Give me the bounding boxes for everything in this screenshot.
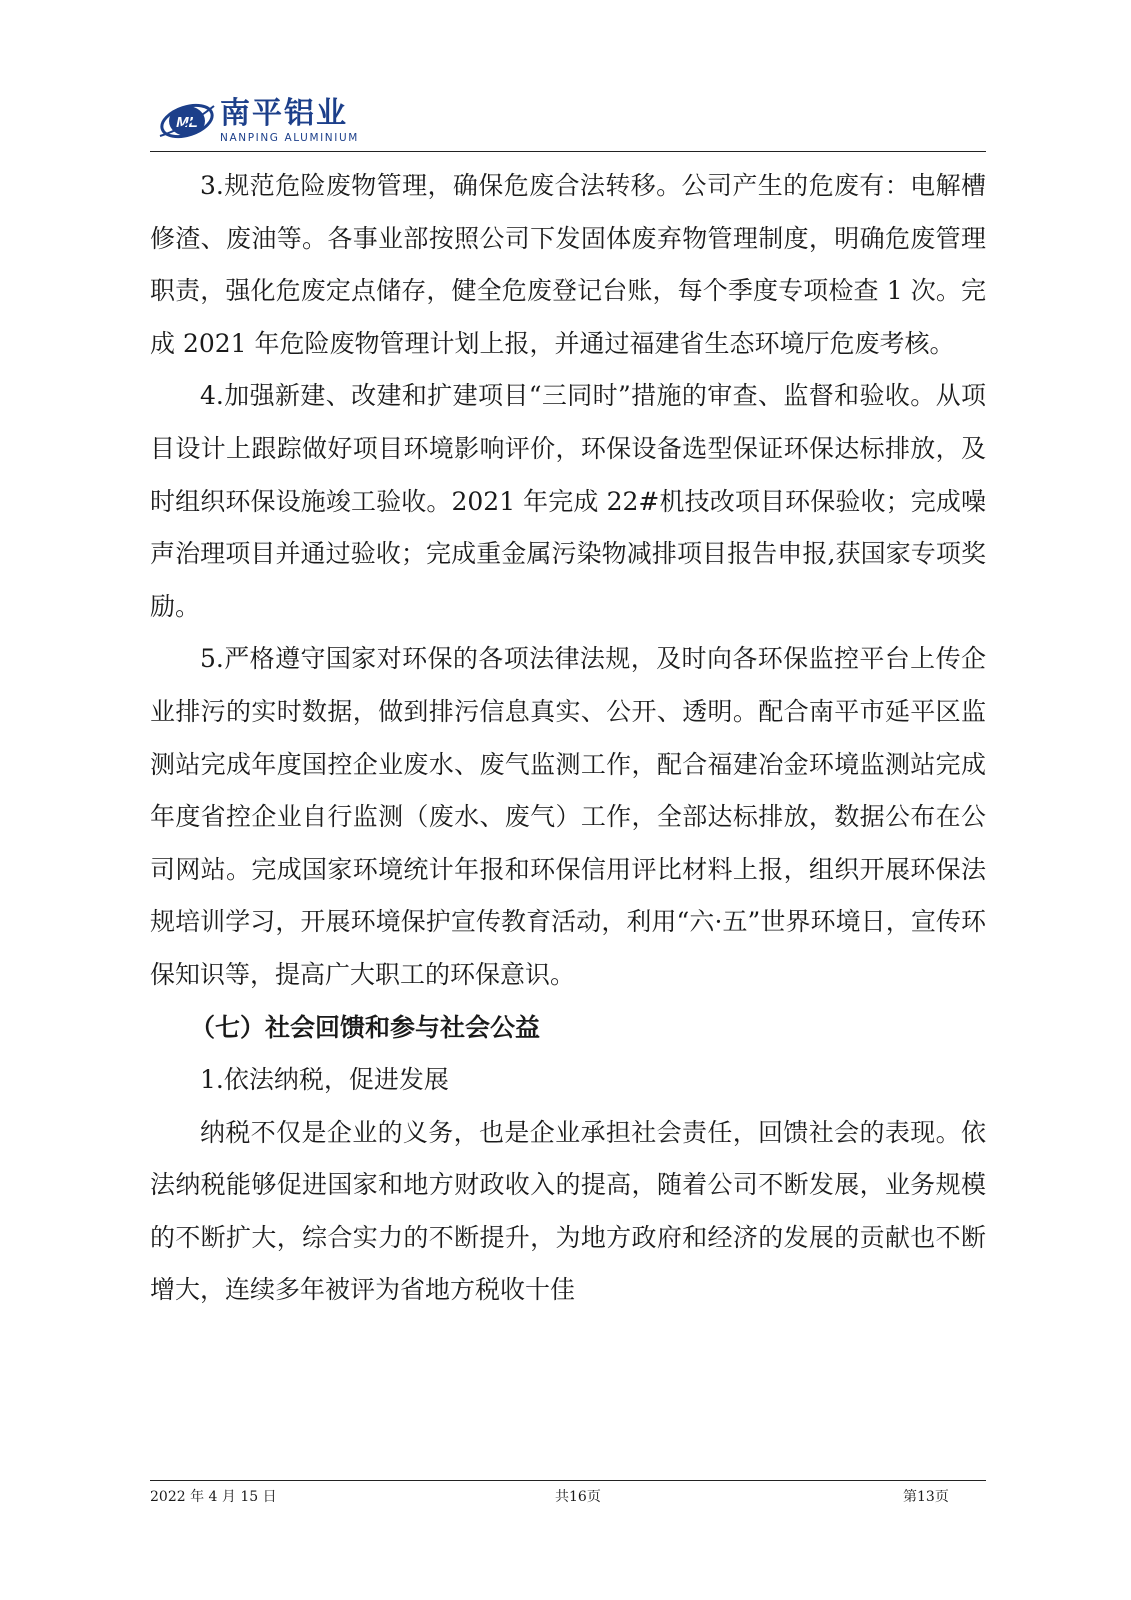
company-logo-icon — [156, 98, 216, 144]
footer-date: 2022 年 4 月 15 日 — [150, 1489, 277, 1505]
logo-mark-text: ML — [176, 114, 198, 131]
footer-divider — [150, 1480, 986, 1481]
header-divider — [150, 151, 986, 152]
paragraph-environmental-law: 5.严格遵守国家对环保的各项法律法规，及时向各环保监控平台上传企业排污的实时数据，做到排污信息真实、公开、透明。配合南平市延平区监测站完成年度国控企业废水、废气监测工作，配合福建冶金环境监测站完成年度省控企业自行监测（废水、废气）工作，全部达标排放，数据公布在公司网站。完成国家环境统计年报和环保信用评比材料上报，组织开展环保法规培训学习，开展环境保护宣传教育活动，利用“六·五”世界环境日，宣传环保知识等，提高广大职工的环保意识。 — [150, 644, 986, 989]
footer-total-pages: 共16页 — [555, 1489, 601, 1505]
subheading-tax: 1.依法纳税，促进发展 — [200, 1065, 449, 1095]
company-logo — [156, 96, 516, 152]
page-header — [150, 96, 986, 152]
footer-page-number: 第13页 — [903, 1489, 949, 1505]
logo-chinese-name: 南平铝业 — [220, 96, 348, 131]
logo-english-name: NANPING ALUMINIUM — [220, 132, 359, 144]
paragraph-three-simultaneous: 4.加强新建、改建和扩建项目“三同时”措施的审查、监督和验收。从项目设计上跟踪做好项目环境影响评价，环保设备选型保证环保达标排放，及时组织环保设施竣工验收。2021 年完成 22#机技改项目环保验收；完成噪声治理项目并通过验收；完成重金属污染物减排项目报告申报,获国家专项奖励。 — [150, 381, 986, 621]
section-heading: （七）社会回馈和参与社会公益 — [190, 1012, 541, 1042]
paragraph-tax: 纳税不仅是企业的义务，也是企业承担社会责任，回馈社会的表现。依法纳税能够促进国家和地方财政收入的提高，随着公司不断发展，业务规模的不断扩大，综合实力的不断提升，为地方政府和经济的发展的贡献也不断增大，连续多年被评为省地方税收十佳 — [150, 1117, 986, 1305]
document-body — [150, 160, 986, 1317]
paragraph-hazardous-waste: 3.规范危险废物管理，确保危废合法转移。公司产生的危废有：电解槽修渣、废油等。各事业部按照公司下发固体废弃物管理制度，明确危废管理职责，强化危废定点储存，健全危废登记台账，每个季度专项检查 1 次。完成 2021 年危险废物管理计划上报，并通过福建省生态环境厅危废考核。 — [150, 171, 986, 358]
